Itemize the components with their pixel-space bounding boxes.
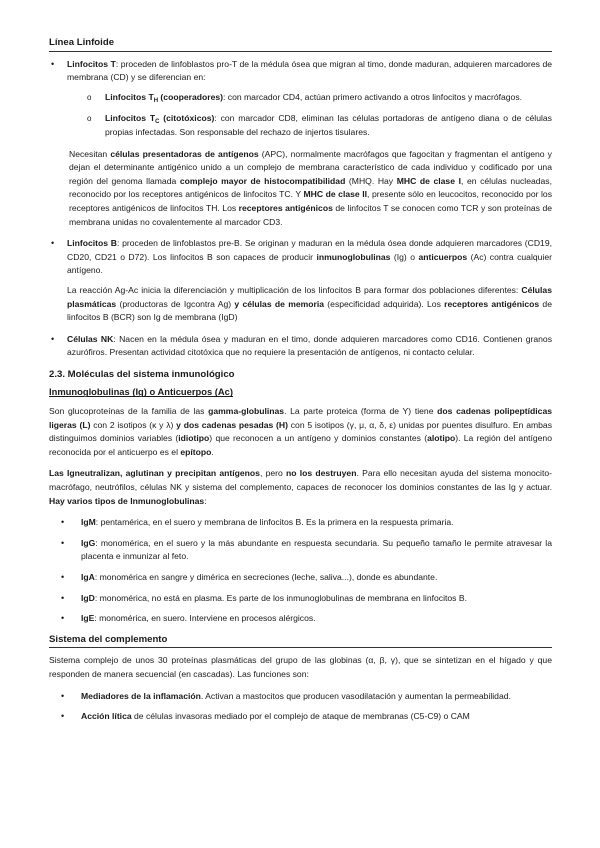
list-item-linfocitos-th: o Linfocitos $T_H$ (cooperadores): con marcador CD4, actúan primero activando a otros linfocitos y macrófagos. <box>87 91 523 104</box>
term: Linfocitos T <box>67 58 116 69</box>
circle-bullet-icon: o <box>87 92 92 102</box>
section-heading-complemento: Sistema del complemento <box>49 633 552 649</box>
section-heading-moleculas: 2.3. Moléculas del sistema inmunológico <box>49 368 235 380</box>
circle-bullet-icon: o <box>87 114 92 124</box>
bullet-icon: • <box>61 537 65 548</box>
complement-functions-list <box>49 690 552 724</box>
paragraph-ig-structure: Son glucoproteínas de la familia de las gamma-globulinas. La parte proteica (forma de Y) tiene dos cadenas polipeptídicas ligeras (L) con 2 isotipos (κ y λ) y dos cadenas pesadas (H) con 5 isotipos (γ, μ, α, δ, ε) unidas por puentes disulfuro. En ambas distinguimos dominios variables (idiotipo) que reconocen a un antígeno y dominios constantes (alotipo). La región del antígeno reconocida por el anticuerpo es el epítopo. <box>49 406 553 457</box>
bullet-icon: • <box>61 592 65 603</box>
list-item-igm: • IgM: pentamérica, en el suero y membrana de linfocitos B. Es la primera en la respuesta primaria. <box>49 516 552 530</box>
term: Linfocitos $T_C$ (citotóxicos) <box>105 113 215 126</box>
paragraph-complemento: Sistema complejo de unos 30 proteínas plasmáticas del grupo de las globinas (α, β, γ), que se sintetizan en el hígado y que responden de manera secuencial (en cascadas). Las funciones son: <box>49 655 552 679</box>
ig-types-list <box>49 516 552 626</box>
bullet-icon: • <box>61 690 65 701</box>
list-item-igg: • IgG: monomérica, en el suero y la más abundante en respuesta secundaria. Su pequeño tamaño le permite atravesar la placenta e inmunizar al feto. <box>61 537 552 562</box>
list-item-linfocitos-b: • Linfocitos B: proceden de linfoblastos pre-B. Se originan y maduran en la médula ósea donde adquieren marcadores (CD19, CD20, CD21 o D72). Los linfocitos B son capaces de producir inmunoglobulinas (Ig) o anticuerpos (Ac) contra cualquier antígeno. La reacción Ag-Ac inicia la diferenciación y multiplicación de los linfocitos B para formar dos poblaciones diferentes: Células plasmáticas (productoras de Igcontra Ag) y células de memoria (especificidad adquirida). Los receptores antigénicos de linfocitos B (BCR) son Ig de membrana (IgD) <box>49 237 552 325</box>
bullet-icon: • <box>61 517 65 528</box>
term: Linfocitos B <box>67 238 117 249</box>
term: Células NK <box>67 333 114 344</box>
bullet-icon: • <box>51 58 55 69</box>
term: Linfocitos $T_H$ (cooperadores) <box>105 91 223 104</box>
list-item-linfocitos-t: • Linfocitos T: proceden de linfoblastos pro-T de la médula ósea que migran al timo, donde maduran, adquieren marcadores de membrana (CD) y se diferencian en: o Linfocitos $T_H$ (cooperadores): con marcador CD4, actúan primero activando a otros linfocitos y macrófagos. o Linfocitos $T_C$ (citotóxicos): con marcador CD8, eliminan las células portadoras de antígeno diana o de células propias infectadas. Son responsable del rechazo de injertos tisulares. Necesitan células presentadoras de antígenos (APC), normalmente macrófagos que fagocitan y fragmentan el antígeno y dejan el determinante antigénico unido a un complejo de membrana característico de cada individuo y codificado por una región del genoma llamada complejo mayor de histocompatibilidad (MHQ. Hay MHC de clase I, en células nucleadas, reconocido por los receptores antigénicos de linfocitos TC. Y MHC de clase II, presente sólo en leucocitos, reconocido por los receptores antigénicos de linfocitos TH. Los receptores antigénicos de linfocitos T se conocen como TCR y son proteínas de membrana unidas no covalentemente al marcador CD3. <box>49 58 552 230</box>
list-item-igd: • IgD: monomérica, no está en plasma. Es parte de los inmunoglobulinas de membrana en linfocitos B. <box>49 592 552 606</box>
list-item-celulas-nk: • Células NK: Nacen en la médula ósea y maduran en el timo, donde adquieren marcadores como CD16. Contienen granos azurófiros. Presentan actividad citotóxica que no requiere la presentación de antígenos, ni contacto celular. <box>51 333 552 358</box>
list-item-iga: • IgA: monomérica en sangre y dimérica en secreciones (leche, saliva...), donde es abundante. <box>49 571 552 585</box>
bullet-icon: • <box>51 333 55 344</box>
list-item-accion-litica: • Acción lítica de células invasoras mediado por el complejo de ataque de membranas (C5-C9) o CAM <box>49 710 552 724</box>
bullet-icon: • <box>61 711 65 722</box>
bullet-icon: • <box>61 572 65 582</box>
list-item-inflamacion: • Mediadores de la inflamación. Activan a mastocitos que producen vasodilatación y aumentan la permeabilidad. <box>49 690 552 704</box>
subsection-heading-inmunoglobulinas: Inmunoglobulinas (Ig) o Anticuerpos (Ac) <box>49 386 234 398</box>
lymphoid-list <box>49 58 552 360</box>
paragraph-ag-ac: La reacción Ag-Ac inicia la diferenciación y multiplicación de los linfocitos B para formar dos poblaciones diferentes: Células plasmáticas (productoras de Igcontra Ag) y células de memoria (especificidad adquirida). Los receptores antigénicos de linfocitos B (BCR) son Ig de membrana (IgD) <box>67 284 552 323</box>
bullet-icon: • <box>51 238 55 249</box>
list-item-ige: • IgE: monomérica, en suero. Interviene en procesos alérgicos. <box>49 612 552 626</box>
paragraph-ig-function: Las Igneutralizan, aglutinan y precipitan antígenos, pero no los destruyen. Para ello necesitan ayuda del sistema monocito-macrófago, neutrófilos, células NK y sistema del complemento, capaces de reconocer los dominios constantes de las Ig y actuar. Hay varios tipos de Inmunoglobulinas: <box>49 468 552 506</box>
bullet-icon: • <box>61 613 65 624</box>
paragraph-apc: Necesitan células presentadoras de antígenos (APC), normalmente macrófagos que fagocitan y fragmentan el antígeno y dejan el determinante antigénico unido a un complejo de membrana característico de cada individuo y codificado por una región del genoma llamada complejo mayor de histocompatibilidad (MHQ. Hay MHC de clase I, en células nucleadas, reconocido por los receptores antigénicos de linfocitos TC. Y MHC de clase II, presente sólo en leucocitos, reconocido por los receptores antigénicos de linfocitos TH. Los receptores antigénicos de linfocitos T se conocen como TCR y son proteínas de membrana unidas no covalentemente al marcador CD3. <box>69 148 553 227</box>
document-page <box>49 36 552 731</box>
section-heading-linea-linfoide: Línea Linfoide <box>49 36 552 52</box>
list-item-linfocitos-tc: o Linfocitos $T_C$ (citotóxicos): con marcador CD8, eliminan las células portadoras de antígeno diana o de células propias infectadas. Son responsable del rechazo de injertos tisulares. <box>87 113 552 137</box>
